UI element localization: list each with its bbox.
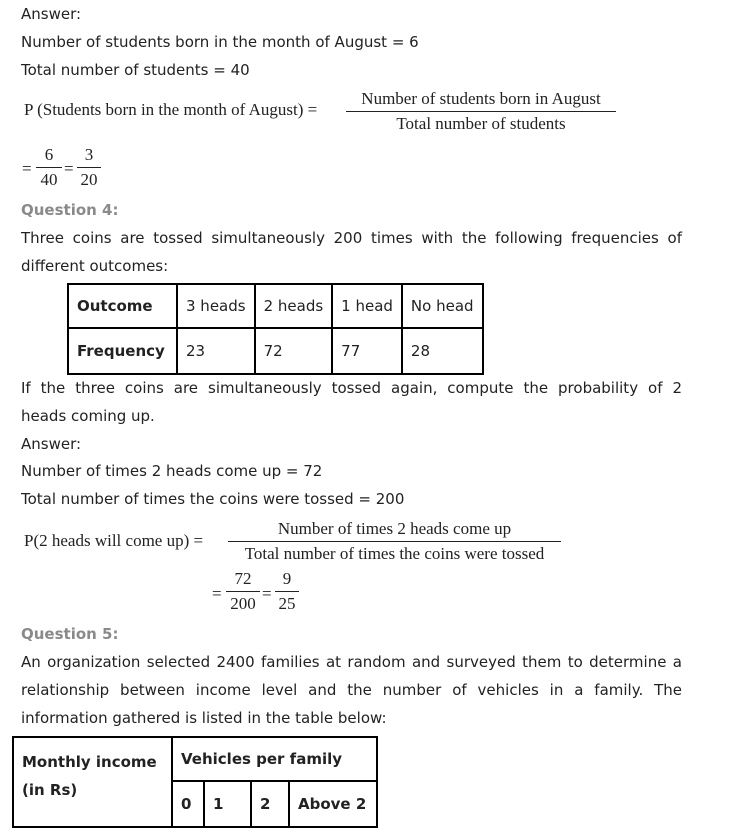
question-text: relationship between income level and the number of vehicles in a family. The	[21, 681, 682, 699]
fraction	[226, 569, 260, 614]
probability-fraction	[346, 89, 616, 134]
table-subheader: Above 2	[289, 781, 377, 827]
table-cell: 1 head	[332, 284, 402, 328]
header-line: (in Rs)	[22, 781, 78, 799]
question-text: information gathered is listed in the table below:	[21, 709, 387, 727]
table-cell: No head	[402, 284, 483, 328]
probability-label: P(2 heads will come up) =	[24, 531, 204, 550]
table-cell: 2 heads	[255, 284, 333, 328]
table-cell: 23	[177, 328, 255, 374]
probability-fraction	[228, 519, 561, 564]
fraction	[77, 145, 101, 190]
question-text: heads coming up.	[21, 407, 155, 425]
question-text: Three coins are tossed simultaneously 200 times with the following frequencies of	[21, 229, 682, 247]
fraction-denominator: 40	[40, 170, 58, 189]
table-cell: 3 heads	[177, 284, 255, 328]
question-heading: Question 5:	[21, 625, 119, 643]
fraction-denominator: Total number of students	[396, 114, 566, 133]
question-heading: Question 4:	[21, 201, 119, 219]
table-cell: 28	[402, 328, 483, 374]
table-header: Vehicles per family	[172, 737, 377, 781]
fraction-numerator: 6	[44, 145, 54, 164]
fraction-numerator: 9	[282, 569, 292, 588]
fraction-numerator: 72	[234, 569, 252, 588]
income-table	[12, 736, 378, 828]
fraction	[36, 145, 62, 190]
answer-line: Number of times 2 heads come up = 72	[21, 462, 323, 480]
fraction-numerator: 3	[84, 145, 94, 164]
answer-label: Answer:	[21, 435, 82, 453]
fraction-numerator: Number of students born in August	[361, 89, 601, 108]
fraction-denominator: 20	[80, 170, 98, 189]
answer-line: Total number of times the coins were tossed = 200	[21, 490, 405, 508]
table-subheader: 0	[172, 781, 204, 827]
answer-line: Total number of students = 40	[21, 61, 250, 79]
probability-label: P (Students born in the month of August) =	[24, 100, 318, 119]
outcome-table	[67, 283, 484, 375]
fraction	[275, 569, 299, 614]
fraction-denominator: 200	[230, 594, 256, 613]
question-text: An organization selected 2400 families at random and surveyed them to determine a	[21, 653, 682, 671]
question-text: If the three coins are simultaneously tossed again, compute the probability of 2	[21, 379, 682, 397]
table-subheader: 1	[204, 781, 251, 827]
table-header	[13, 737, 172, 827]
fraction-denominator: Total number of times the coins were tossed	[244, 544, 545, 563]
table-header: Outcome	[68, 284, 177, 328]
header-line: Monthly income	[22, 753, 157, 771]
question-text: different outcomes:	[21, 257, 169, 275]
table-cell: 72	[255, 328, 333, 374]
table-cell: 77	[332, 328, 402, 374]
fraction-denominator: 25	[278, 594, 296, 613]
table-subheader: 2	[251, 781, 289, 827]
fraction-numerator: Number of times 2 heads come up	[277, 519, 512, 538]
answer-label: Answer:	[21, 5, 82, 23]
answer-line: Number of students born in the month of August = 6	[21, 33, 419, 51]
table-header: Frequency	[68, 328, 177, 374]
